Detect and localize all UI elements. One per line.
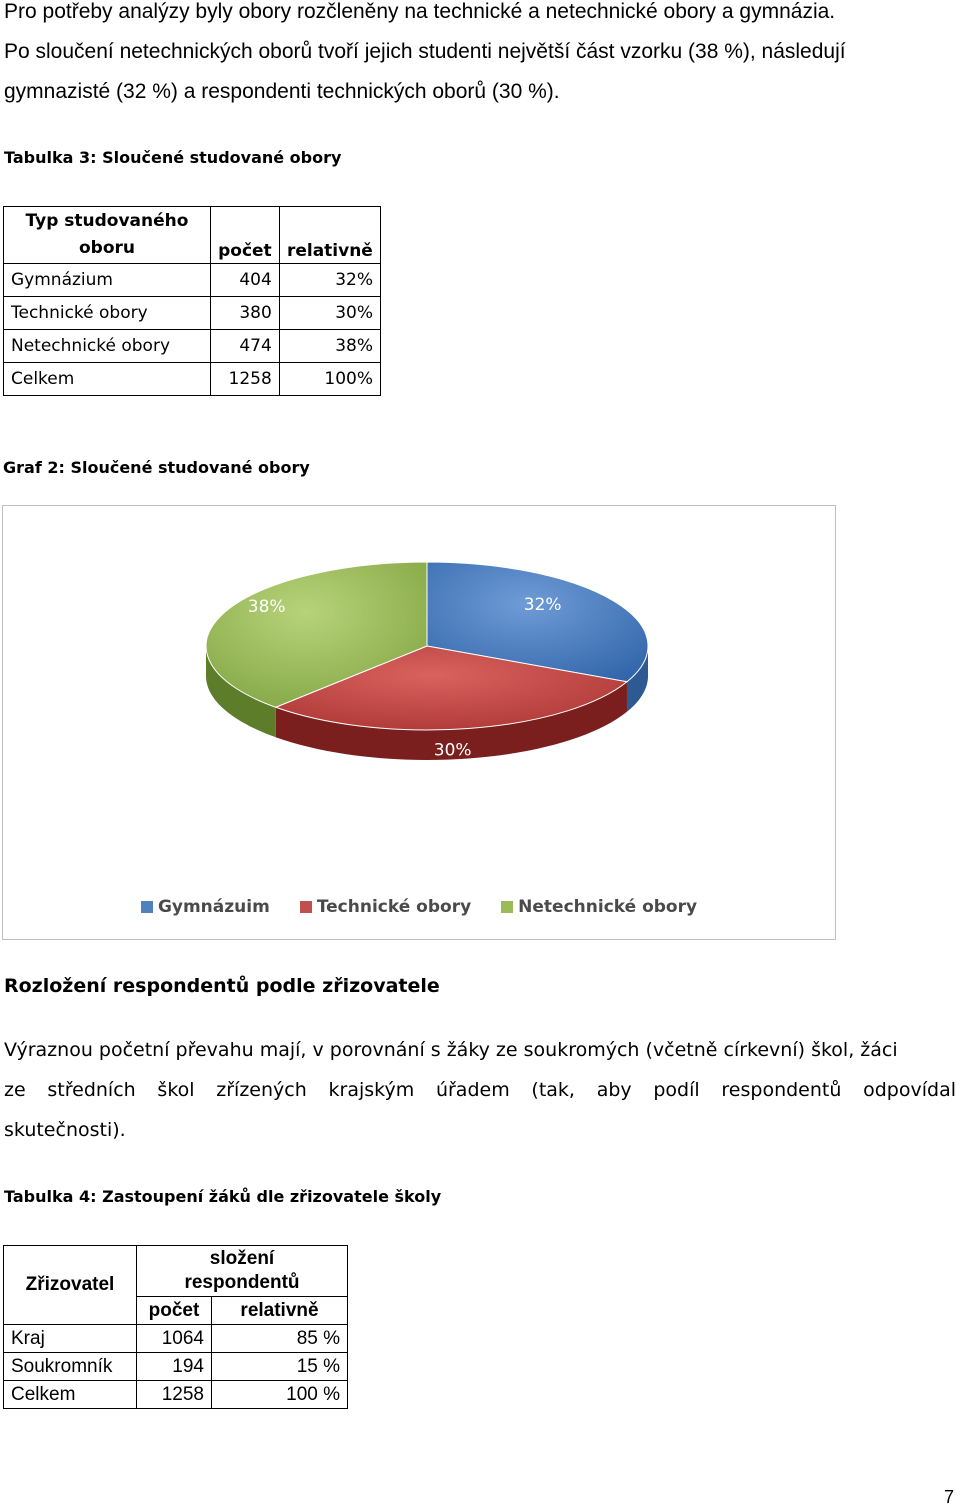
table4-cell-count: 1258 — [137, 1381, 212, 1409]
table4-header-row-1 — [4, 1246, 348, 1297]
table3-header-count: počet — [211, 207, 280, 264]
table4-header-founder: Zřizovatel — [4, 1246, 137, 1325]
table3-header-row — [4, 207, 381, 264]
chart-legend — [3, 897, 835, 917]
table4 — [3, 1245, 348, 1409]
table-row — [4, 264, 381, 297]
page-number: 7 — [944, 1487, 955, 1507]
table3-cell-label: Celkem — [4, 363, 211, 396]
intro-line-1: Pro potřeby analýzy byly obory rozčleněny na technické a netechnické obory a gymnázia. — [4, 0, 836, 23]
table4-header-group — [137, 1246, 348, 1297]
table3-header-relative: relativně — [279, 207, 380, 264]
legend-swatch — [300, 901, 312, 913]
table3-cell-relative: 38% — [279, 330, 380, 363]
pie-data-label: 38% — [247, 596, 286, 617]
table-row — [4, 330, 381, 363]
paragraph-2-line-3: skutečnosti). — [4, 1119, 126, 1141]
table3 — [3, 206, 381, 396]
table3-cell-label: Technické obory — [4, 297, 211, 330]
table3-cell-relative: 30% — [279, 297, 380, 330]
table4-cell-label: Soukromník — [4, 1353, 137, 1381]
pie-tops — [206, 562, 648, 730]
legend-label: Gymnázuim — [157, 897, 270, 917]
intro-line-2: Po sloučení netechnických oborů tvoří jejich studenti největší část vzorku (38 %), následují — [4, 40, 846, 63]
table4-header-group-line1: složení — [209, 1248, 275, 1269]
table3-cell-count: 474 — [211, 330, 280, 363]
legend-label: Netechnické obory — [518, 897, 698, 917]
legend-item — [300, 897, 471, 917]
table-row — [4, 363, 381, 396]
table-row — [4, 1353, 348, 1381]
legend-label: Technické obory — [316, 897, 472, 917]
paragraph-2 — [4, 1030, 956, 1150]
table4-caption: Tabulka 4: Zastoupení žáků dle zřizovatele školy — [4, 1187, 442, 1206]
table3-cell-relative: 32% — [279, 264, 380, 297]
table4-header-count: počet — [137, 1297, 212, 1325]
legend-swatch — [141, 901, 153, 913]
table3-header-type-line2: oboru — [78, 238, 135, 258]
table3-cell-label: Gymnázium — [4, 264, 211, 297]
section-heading: Rozložení respondentů podle zřizovatele — [4, 975, 440, 997]
legend-item — [501, 897, 697, 917]
paragraph-2-line-1: Výraznou početní převahu mají, v porovnání s žáky ze soukromých (včetně církevní) škol, žáci — [4, 1039, 898, 1061]
table-row — [4, 297, 381, 330]
table3-cell-count: 404 — [211, 264, 280, 297]
table-row — [4, 1381, 348, 1409]
pie-data-label: 30% — [433, 740, 472, 761]
table4-cell-relative: 15 % — [212, 1353, 348, 1381]
table3-header-type — [4, 207, 211, 264]
pie-chart — [3, 506, 835, 939]
table4-cell-count: 194 — [137, 1353, 212, 1381]
table3-cell-count: 1258 — [211, 363, 280, 396]
table4-header-relative: relativně — [212, 1297, 348, 1325]
pie-data-label: 32% — [523, 595, 562, 616]
paragraph-2-line-2: ze středních škol zřízených krajským úřadem (tak, aby podíl respondentů odpovídal — [4, 1079, 956, 1101]
table4-cell-label: Kraj — [4, 1325, 137, 1353]
table4-cell-relative: 85 % — [212, 1325, 348, 1353]
legend-item — [141, 897, 270, 917]
table4-cell-label: Celkem — [4, 1381, 137, 1409]
graph2-caption: Graf 2: Sloučené studované obory — [3, 458, 310, 477]
intro-line-3: gymnazisté (32 %) a respondenti technických oborů (30 %). — [4, 80, 560, 103]
table3-header-type-line1: Typ studovaného — [25, 211, 189, 231]
table4-cell-relative: 100 % — [212, 1381, 348, 1409]
table4-header-group-line2: respondentů — [184, 1272, 300, 1293]
pie-chart-frame — [2, 505, 836, 940]
table3-cell-count: 380 — [211, 297, 280, 330]
table3-cell-relative: 100% — [279, 363, 380, 396]
table4-cell-count: 1064 — [137, 1325, 212, 1353]
intro-paragraph — [4, 0, 958, 112]
table3-cell-label: Netechnické obory — [4, 330, 211, 363]
table-row — [4, 1325, 348, 1353]
table3-caption: Tabulka 3: Sloučené studované obory — [4, 148, 342, 167]
legend-swatch — [501, 901, 513, 913]
